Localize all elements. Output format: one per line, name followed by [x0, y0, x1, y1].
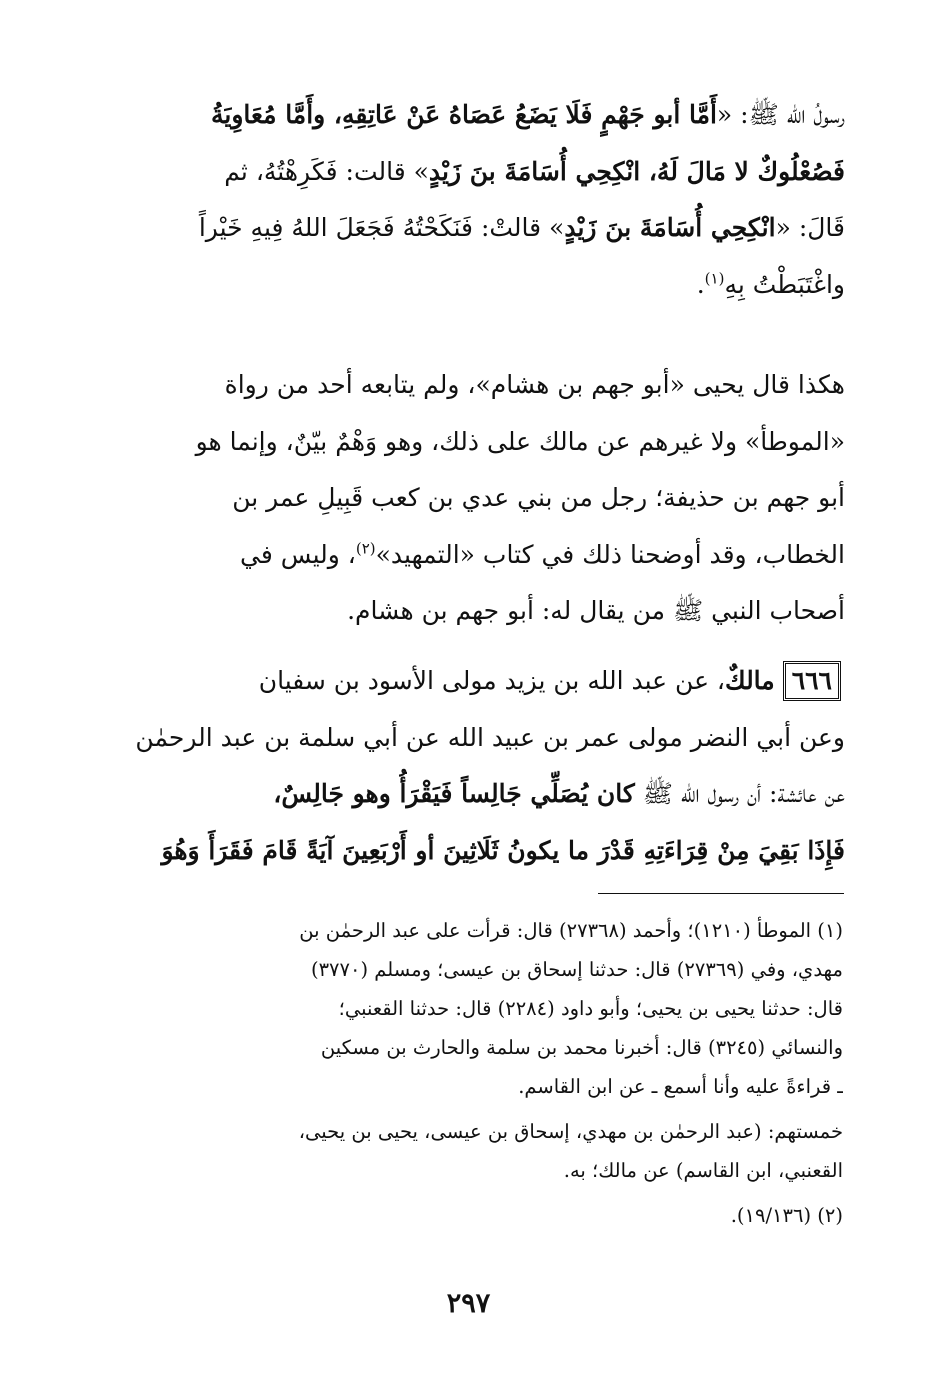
hadith-text-bold: أَمَّا أبو جَهْمٍ فَلَا يَضَعُ عَصَاهُ عَنْ عَاتِقِهِ، وأَمَّا مُعَاوِيَةُ [210, 100, 717, 129]
text-segment: هكذا قال يحيى «أبو جهم بن هشام»، ولم يتابعه أحد من رواة [224, 370, 845, 399]
text-segment: رسولُ الله ﷺ: « [716, 100, 845, 129]
paragraph-commentary [100, 357, 845, 640]
text-segment: وعن أبي النضر مولى عمر بن عبيد الله عن أبي سلمة بن عبد الرحمٰن [135, 722, 845, 752]
text-line [100, 414, 845, 471]
hadith-text-bold: انْكِحِي أُسَامَةَ بنَ زَيْدٍ [564, 213, 776, 242]
footnote-line: مهدي، وفي (٢٧٣٦٩) قال: حدثنا إسحاق بن عيسى؛ ومسلم (٣٧٧٠) [310, 958, 843, 981]
text-line [100, 470, 845, 527]
footnotes [100, 911, 843, 1235]
text-line [100, 766, 845, 823]
text-line [100, 653, 845, 710]
text-segment: » قالتْ: فَنَكَحْتُهُ فَجَعَلَ اللهُ فِيهِ خَيْراً [198, 213, 565, 242]
text-line [100, 357, 845, 414]
text-segment: ، عن عبد الله بن يزيد مولى الأسود بن سفيان [258, 666, 725, 695]
text-segment: ، وليس في [240, 539, 356, 569]
text-line [100, 527, 845, 584]
hadith-text-bold: مالكٌ [725, 666, 775, 695]
text-segment: أبو جهم بن حذيفة؛ رجل من بني عدي بن كعب قَبِيلِ عمر بن [232, 483, 845, 512]
text-segment: » قالت: فَكَرِهْتُهُ، ثم [224, 156, 429, 186]
text-line [100, 257, 845, 314]
footnote-line: القعنبي، ابن القاسم) عن مالك؛ به. [563, 1159, 843, 1182]
text-line [100, 144, 845, 201]
footnote-ref: (١) [704, 269, 725, 288]
footnote-line: والنسائي (٣٢٤٥) قال: أخبرنا محمد بن سلمة والحارث بن مسكين [320, 1036, 843, 1059]
text-segment: واغْتَبَطْتُ بِهِ [724, 269, 845, 299]
text-line [100, 200, 845, 257]
hadith-number-badge: ٦٦٦ [783, 661, 841, 701]
paragraph-hadith-continuation [100, 87, 845, 313]
page-number: ٢٩٧ [446, 1288, 491, 1319]
footnote-line: ـ قراءةً عليه وأنا أسمع ـ عن ابن القاسم. [518, 1075, 843, 1098]
footnote-separator [598, 893, 844, 894]
text-segment: . [696, 269, 705, 299]
text-line [100, 87, 845, 144]
text-segment: قَالَ: « [775, 213, 845, 242]
text-segment: الخطاب، وقد أوضحنا ذلك في كتاب «التمهيد» [375, 539, 845, 569]
hadith-666 [100, 653, 845, 879]
text-segment: أصحاب النبي ﷺ من يقال له: أبو جهم بن هشام. [347, 596, 845, 625]
footnote-line: قال: حدثنا يحيى بن يحيى؛ وأبو داود (٢٢٨٤) قال: حدثنا القعنبي؛ [338, 997, 843, 1020]
footnote-line: خمستهم: (عبد الرحمٰن بن مهدي، إسحاق بن عيسى، يحيى بن يحيى، [298, 1120, 843, 1143]
hadith-text-bold: كان يُصَلِّي جَالِساً فَيَقْرَأُ وهو جَالِسٌ، [273, 779, 635, 808]
text-line [100, 583, 845, 640]
footnote-line: (١) الموطأ (١٢١٠)؛ وأحمد (٢٧٣٦٨) قال: قرأت على عبد الرحمٰن بن [299, 919, 843, 942]
text-segment: «الموطأ» ولا غيرهم عن مالك على ذلك، وهو وَهْمٌ بيّنٌ، وإنما هو [195, 426, 845, 456]
text-line [100, 823, 845, 880]
text-segment: عن عائشة: أن رسول الله ﷺ [634, 779, 845, 808]
hadith-text-bold: فَصُعْلُوكٌ لا مَالَ لَهُ، انْكِحِي أُسَامَةَ بنَ زَيْدٍ [428, 156, 845, 186]
hadith-text-bold: فَإِذَا بَقِيَ مِنْ قِرَاءَتِهِ قَدْرَ ما يكونُ ثَلَاثِينَ أو أَرْبَعِينَ آيَةً قَامَ فَقَرَأَ وَهُوَ [161, 835, 845, 865]
footnote-ref: (٢) [355, 539, 376, 558]
footnote-line: (٢) (١٩/١٣٦). [730, 1204, 843, 1227]
text-line [100, 710, 845, 767]
